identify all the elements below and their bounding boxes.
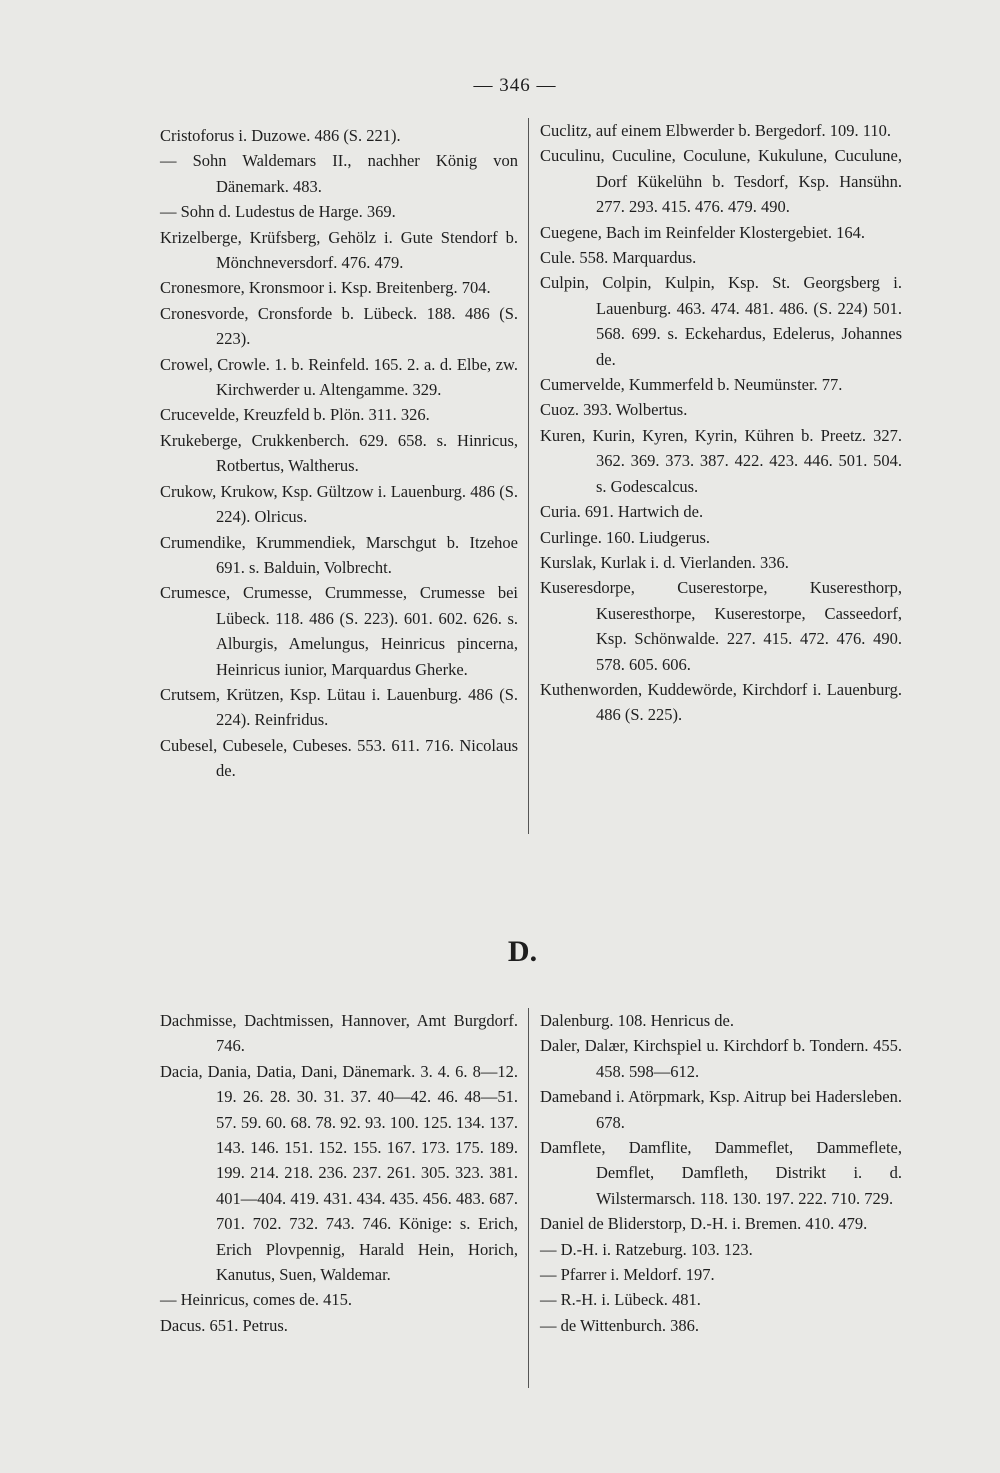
index-entry: Culpin, Colpin, Kulpin, Ksp. St. Georgsberg i. Lauenburg. 463. 474. 481. 486. (S. 224) 501. 568. 699. s. Eckehardus, Edelerus, Johannes de. xyxy=(540,273,902,369)
index-column-right-bottom xyxy=(540,1008,902,1338)
section-heading xyxy=(0,935,1000,969)
index-column-left-bottom xyxy=(160,1008,518,1338)
index-entry: Daniel de Bliderstorp, D.-H. i. Bremen. 410. 479. xyxy=(540,1214,868,1234)
index-entry: Curia. 691. Hartwich de. xyxy=(540,502,704,522)
index-entry: Kuren, Kurin, Kyren, Kyrin, Kühren b. Preetz. 327. 362. 369. 373. 387. 422. 423. 446. 501. 504. s. Godescalcus. xyxy=(540,425,902,496)
index-entry: Crukow, Krukow, Ksp. Gültzow i. Lauenburg. 486 (S. 224). Olricus. xyxy=(160,481,518,527)
index-entry: Krizelberge, Krüfsberg, Gehölz i. Gute Stendorf b. Mönchneversdorf. 476. 479. xyxy=(160,227,518,273)
index-entry: Dalenburg. 108. Henricus de. xyxy=(540,1011,734,1030)
index-entry: Crumendike, Krummendiek, Marschgut b. Itzehoe 691. s. Balduin, Volbrecht. xyxy=(160,532,518,577)
index-entry: Cuegene, Bach im Reinfelder Klostergebiet. 164. xyxy=(540,222,866,242)
section-letter: D. xyxy=(507,935,538,968)
index-entry: Dameband i. Atörpmark, Ksp. Aitrup bei Hadersleben. 678. xyxy=(540,1087,902,1132)
index-entry: Kurslak, Kurlak i. d. Vierlanden. 336. xyxy=(540,552,789,572)
index-entry: — D.-H. i. Ratzeburg. 103. 123. xyxy=(540,1239,753,1259)
index-entry: Cronesvorde, Cronsforde b. Lübeck. 188. 486 (S. 223). xyxy=(160,303,518,349)
index-column-left-top xyxy=(160,123,518,784)
index-entry: Cubesel, Cubesele, Cubeses. 553. 611. 716. Nicolaus de. xyxy=(160,735,518,781)
index-entry: Dacus. 651. Petrus. xyxy=(160,1315,288,1335)
index-entry: Dacia, Dania, Datia, Dani, Dänemark. 3. 4. 6. 8—12. 19. 26. 28. 30. 31. 37. 40—42. 46. 48—51. 57. 59. 60. 68. 78. 92. 93. 100. 125. 134. 137. 143. 146. 151. 152. 155. 167. 173. 175. 189. 199. 214. 218. 236. 237. 261. 305. 323. 381. 401—404. 419. 431. 434. 435. 456. 483. 687. 701. 702. 732. 743. 746. Könige: s. Erich, Erich Plovpennig, Harald Hein, Horich, Kanutus, Suen, Waldemar. xyxy=(160,1061,518,1285)
index-entry: Dachmisse, Dachtmissen, Hannover, Amt Burgdorf. 746. xyxy=(160,1011,518,1056)
column-divider xyxy=(528,1008,529,1388)
index-entry: Cule. 558. Marquardus. xyxy=(540,248,697,268)
index-entry: — Pfarrer i. Meldorf. 197. xyxy=(540,1265,715,1285)
index-entry: Cumervelde, Kummerfeld b. Neumünster. 77. xyxy=(540,375,843,395)
index-entry: — Sohn d. Ludestus de Harge. 369. xyxy=(160,202,396,222)
index-entry: Crumesce, Crumesse, Crummesse, Crumesse bei Lübeck. 118. 486 (S. 223). 601. 602. 626. s. Alburgis, Amelungus, Heinricus pincerna, Heinricus iunior, Marquardus Gherke. xyxy=(160,583,518,679)
index-entry: Kuthenworden, Kuddewörde, Kirchdorf i. Lauenburg. 486 (S. 225). xyxy=(540,679,902,725)
index-entry: Curlinge. 160. Liudgerus. xyxy=(540,527,711,547)
index-entry: Crutsem, Krützen, Ksp. Lütau i. Lauenburg. 486 (S. 224). Reinfridus. xyxy=(160,684,518,730)
index-entry: Cronesmore, Kronsmoor i. Ksp. Breitenberg. 704. xyxy=(160,278,491,298)
index-column-right-top xyxy=(540,118,902,728)
index-entry: — Sohn Waldemars II., nachher König von Dänemark. 483. xyxy=(160,151,518,196)
index-entry: Cristoforus i. Duzowe. 486 (S. 221). xyxy=(160,126,401,145)
column-divider xyxy=(528,118,529,834)
index-entry: Kuseresdorpe, Cuserestorpe, Kuseresthorp, Kuseresthorpe, Kuserestorpe, Casseedorf, Ksp. Schönwalde. 227. 415. 472. 476. 490. 578. 605. 606. xyxy=(540,578,902,674)
index-entry: Cuclitz, auf einem Elbwerder b. Bergedorf. 109. 110. xyxy=(540,121,891,140)
index-entry: Crowel, Crowle. 1. b. Reinfeld. 165. 2. a. d. Elbe, zw. Kirchwerder u. Altengamme. 329. xyxy=(160,354,518,400)
index-entry: Cuoz. 393. Wolbertus. xyxy=(540,400,688,420)
index-entry: — Heinricus, comes de. 415. xyxy=(160,1290,352,1310)
index-entry: — R.-H. i. Lübeck. 481. xyxy=(540,1290,701,1310)
index-entry: Crucevelde, Kreuzfeld b. Plön. 311. 326. xyxy=(160,405,430,425)
index-entry: Daler, Dalær, Kirchspiel u. Kirchdorf b. Tondern. 455. 458. 598—612. xyxy=(540,1036,902,1081)
index-entry: — de Wittenburch. 386. xyxy=(540,1315,699,1335)
index-entry: Damflete, Damflite, Dammeflet, Dammeflete, Demflet, Damfleth, Distrikt i. d. Wilstermarsch. 118. 130. 197. 222. 710. 729. xyxy=(540,1138,902,1208)
index-entry: Krukeberge, Crukkenberch. 629. 658. s. Hinricus, Rotbertus, Waltherus. xyxy=(160,430,518,476)
index-entry: Cuculinu, Cuculine, Coculune, Kukulune, Cuculune, Dorf Kükelühn b. Tesdorf, Ksp. Hansühn. 277. 293. 415. 476. 479. 490. xyxy=(540,146,902,217)
page-number: — 346 — xyxy=(473,75,557,96)
